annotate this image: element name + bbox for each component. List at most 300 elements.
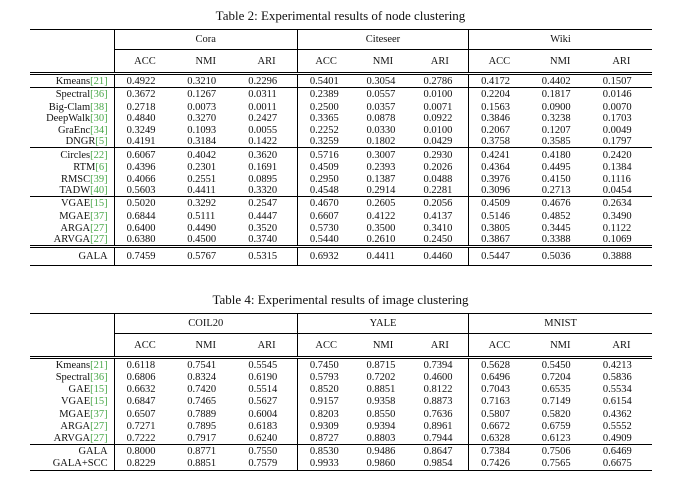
value-cell: 0.5628 <box>469 358 530 372</box>
value-cell: 0.5545 <box>236 358 297 372</box>
value-cell: 0.3490 <box>602 210 632 222</box>
value-cell: 0.2204 <box>469 88 530 102</box>
method-name: RMSC <box>60 173 91 185</box>
value-cell: 0.6400 <box>126 222 156 234</box>
value-cell: 0.1387 <box>366 173 396 185</box>
metric-header: ACC <box>315 339 337 351</box>
metric-header-row <box>30 334 652 358</box>
method-cell <box>30 88 114 102</box>
corner-cell <box>30 314 114 334</box>
value-cell: 0.4460 <box>412 246 469 265</box>
value-cell: 0.2713 <box>541 185 571 197</box>
value-cell: 0.3238 <box>541 113 571 125</box>
value-cell: 0.7202 <box>366 372 396 384</box>
value-cell: 0.9157 <box>309 396 339 408</box>
table-row <box>30 197 652 211</box>
value-cell: 0.6844 <box>126 210 156 222</box>
table-row <box>30 211 652 223</box>
corner-cell <box>30 30 114 50</box>
value-cell: 0.1703 <box>602 113 632 125</box>
value-cell: 0.0330 <box>366 124 396 136</box>
value-cell: 0.7271 <box>126 420 156 432</box>
value-cell: 0.3270 <box>187 113 217 125</box>
value-cell: 0.2551 <box>187 173 217 185</box>
method-cell <box>30 173 114 185</box>
value-cell: 0.5020 <box>114 197 175 211</box>
value-cell: 0.1691 <box>236 162 297 174</box>
table-row <box>30 445 652 458</box>
value-cell: 0.5401 <box>297 74 354 88</box>
value-cell: 0.0357 <box>366 101 396 113</box>
value-cell: 0.7550 <box>236 445 297 458</box>
method-cell <box>30 396 114 408</box>
value-cell: 0.3249 <box>126 124 156 136</box>
method-cell <box>30 197 114 211</box>
value-cell: 0.3976 <box>481 173 510 185</box>
method-cell <box>30 234 114 247</box>
value-cell: 0.3867 <box>481 233 510 245</box>
citation-link[interactable]: [15] <box>90 384 108 396</box>
value-cell: 0.7163 <box>481 396 511 408</box>
value-cell: 0.2950 <box>309 173 339 185</box>
value-cell: 0.7944 <box>412 432 469 444</box>
dataset-header: YALE <box>297 314 468 334</box>
value-cell: 0.2389 <box>297 88 354 102</box>
value-cell: 0.4241 <box>469 148 530 162</box>
method-name: TADW <box>59 185 91 197</box>
value-cell: 0.2610 <box>366 233 396 245</box>
method-name: GraEnc <box>58 124 91 136</box>
value-cell: 0.0922 <box>412 113 469 125</box>
method-name: Kmeans <box>55 75 91 87</box>
citation-link[interactable]: [34] <box>90 124 108 136</box>
metric-header: ACC <box>134 55 156 67</box>
method-name: Circles <box>60 149 91 161</box>
value-cell: 0.7506 <box>530 445 591 458</box>
value-cell: 0.4150 <box>541 173 571 185</box>
value-cell: 0.6806 <box>126 372 156 384</box>
value-cell: 0.7426 <box>469 458 530 471</box>
table-row <box>30 432 652 444</box>
method-name: VGAE <box>60 198 91 210</box>
method-name: Kmeans <box>55 359 91 371</box>
value-cell: 0.3740 <box>236 234 297 247</box>
value-cell: 0.6469 <box>591 445 652 458</box>
value-cell: 0.2547 <box>236 197 297 211</box>
table-row <box>30 162 652 174</box>
citation-link[interactable]: [39] <box>90 173 108 185</box>
value-cell: 0.2450 <box>412 234 469 247</box>
value-cell: 0.6535 <box>541 384 571 396</box>
value-cell: 0.6932 <box>297 246 354 265</box>
value-cell: 0.2427 <box>236 113 297 125</box>
method-cell <box>30 102 114 114</box>
value-cell: 0.2605 <box>354 197 411 211</box>
table-row <box>30 372 652 384</box>
table-row <box>30 408 652 420</box>
method-cell <box>30 113 114 125</box>
citation-link[interactable]: [15] <box>90 198 108 210</box>
value-cell: 0.1122 <box>602 222 632 234</box>
metric-header: NMI <box>372 339 394 351</box>
method-name: DeepWalk <box>46 113 91 125</box>
value-cell: 0.8803 <box>366 432 396 444</box>
dataset-header: COIL20 <box>114 314 297 334</box>
method-name: ARGA <box>60 420 91 432</box>
citation-link[interactable]: [21] <box>90 359 108 371</box>
value-cell: 0.1797 <box>602 136 632 148</box>
node-clustering-table <box>30 29 652 266</box>
value-cell: 0.8324 <box>187 372 217 384</box>
value-cell: 0.6328 <box>481 432 511 444</box>
table-row <box>30 396 652 408</box>
citation-link[interactable]: [27] <box>90 420 108 432</box>
value-cell: 0.3805 <box>481 222 510 234</box>
method-name: ARGA <box>60 222 91 234</box>
value-cell: 0.8550 <box>366 408 396 420</box>
citation-link[interactable]: [27] <box>90 233 108 245</box>
value-cell: 0.0454 <box>602 185 632 197</box>
method-cell <box>30 246 114 265</box>
citation-link[interactable]: [36] <box>90 89 108 101</box>
value-cell: 0.0055 <box>236 125 297 137</box>
value-cell: 0.8851 <box>175 458 236 471</box>
value-cell: 0.4137 <box>412 211 469 223</box>
value-cell: 0.3410 <box>412 222 469 234</box>
value-cell: 0.6672 <box>481 420 511 432</box>
value-cell: 0.5603 <box>126 185 156 197</box>
value-cell: 0.3846 <box>481 113 510 125</box>
value-cell: 0.5111 <box>187 210 216 222</box>
value-cell: 0.4509 <box>309 162 339 174</box>
value-cell: 0.3320 <box>236 185 297 197</box>
method-name: ARVGA <box>53 233 91 245</box>
value-cell: 0.8961 <box>412 420 469 432</box>
metric-header: ARI <box>612 339 631 351</box>
value-cell: 0.0557 <box>354 88 411 102</box>
value-cell: 0.2930 <box>412 148 469 162</box>
value-cell: 0.0488 <box>412 173 469 185</box>
value-cell: 0.1507 <box>591 74 652 88</box>
value-cell: 0.7465 <box>187 396 217 408</box>
citation-link[interactable]: [5] <box>95 136 108 148</box>
citation-link[interactable]: [22] <box>90 149 108 161</box>
method-cell <box>30 148 114 162</box>
citation-link[interactable]: [27] <box>90 222 108 234</box>
dataset-header: Citeseer <box>297 30 468 50</box>
value-cell: 0.8715 <box>354 358 411 372</box>
table-row <box>30 185 652 197</box>
value-cell: 0.9309 <box>309 420 339 432</box>
value-cell: 0.6847 <box>126 396 156 408</box>
method-cell <box>30 420 114 432</box>
method-name: DNGR <box>65 136 96 148</box>
image-clustering-table <box>30 313 652 471</box>
value-cell: 0.0100 <box>412 125 469 137</box>
metric-header: ARI <box>612 55 631 67</box>
value-cell: 0.2420 <box>591 148 652 162</box>
method-cell <box>30 162 114 174</box>
citation-link[interactable]: [37] <box>90 210 108 222</box>
metric-header: ACC <box>488 339 511 351</box>
value-cell: 0.8203 <box>309 408 339 420</box>
method-cell <box>30 222 114 234</box>
value-cell: 0.8520 <box>309 384 339 396</box>
value-cell: 0.9486 <box>354 445 411 458</box>
table-row <box>30 458 652 471</box>
value-cell: 0.3445 <box>541 222 571 234</box>
value-cell: 0.9854 <box>412 458 469 471</box>
value-cell: 0.5767 <box>175 246 236 265</box>
value-cell: 0.3096 <box>481 185 510 197</box>
value-cell: 0.4402 <box>530 74 591 88</box>
method-cell <box>30 185 114 197</box>
metric-header: NMI <box>550 55 571 67</box>
value-cell: 0.6507 <box>126 408 156 420</box>
citation-link[interactable]: [6] <box>95 162 108 174</box>
value-cell: 0.5440 <box>309 233 339 245</box>
table-row <box>30 74 652 88</box>
value-cell: 0.5146 <box>481 210 510 222</box>
value-cell: 0.7394 <box>412 358 469 372</box>
value-cell: 0.4600 <box>412 372 469 384</box>
metric-header: ARI <box>236 334 297 358</box>
table-row <box>30 113 652 125</box>
value-cell: 0.0895 <box>236 173 297 185</box>
value-cell: 0.0878 <box>366 113 396 125</box>
value-cell: 0.4191 <box>126 136 156 148</box>
value-cell: 0.4909 <box>602 432 632 444</box>
value-cell: 0.3259 <box>309 136 339 148</box>
metric-header: ACC <box>134 339 156 351</box>
method-cell <box>30 74 114 88</box>
value-cell: 0.0011 <box>236 102 297 114</box>
method-cell <box>30 432 114 444</box>
value-cell: 0.2786 <box>412 74 469 88</box>
value-cell: 0.4172 <box>469 74 530 88</box>
table-row <box>30 173 652 185</box>
value-cell: 0.4042 <box>175 148 236 162</box>
value-cell: 0.3365 <box>309 113 339 125</box>
method-name: MGAE <box>59 210 91 222</box>
method-name: Spectral <box>55 372 91 384</box>
dataset-header-row <box>30 314 652 334</box>
value-cell: 0.7149 <box>541 396 571 408</box>
table-row <box>30 358 652 372</box>
value-cell: 0.5450 <box>530 358 591 372</box>
method-cell <box>30 372 114 384</box>
value-cell: 0.5036 <box>530 246 591 265</box>
citation-link[interactable]: [30] <box>90 113 108 125</box>
value-cell: 0.7579 <box>236 458 297 471</box>
value-cell: 0.6759 <box>541 420 571 432</box>
value-cell: 0.4066 <box>126 173 156 185</box>
value-cell: 0.1116 <box>602 173 631 185</box>
value-cell: 0.3007 <box>354 148 411 162</box>
citation-link[interactable]: [21] <box>90 75 108 87</box>
metric-header: NMI <box>195 55 216 67</box>
value-cell: 0.7204 <box>541 372 571 384</box>
value-cell: 0.5627 <box>236 396 297 408</box>
value-cell: 0.4213 <box>591 358 652 372</box>
value-cell: 0.4490 <box>187 222 217 234</box>
value-cell: 0.8771 <box>175 445 236 458</box>
metric-header: NMI <box>195 339 216 351</box>
value-cell: 0.4500 <box>187 233 217 245</box>
table-row <box>30 384 652 396</box>
table-row <box>30 420 652 432</box>
metric-header: ARI <box>412 50 469 74</box>
value-cell: 0.0429 <box>412 136 469 148</box>
value-cell: 0.3054 <box>354 74 411 88</box>
value-cell: 0.2718 <box>126 101 156 113</box>
value-cell: 0.4362 <box>602 408 632 420</box>
value-cell: 0.8000 <box>114 445 175 458</box>
value-cell: 0.2301 <box>187 162 217 174</box>
table-row <box>30 246 652 265</box>
value-cell: 0.4396 <box>126 162 156 174</box>
value-cell: 0.4447 <box>236 211 297 223</box>
value-cell: 0.3520 <box>236 222 297 234</box>
value-cell: 0.7895 <box>187 420 217 432</box>
citation-link[interactable]: [38] <box>90 101 108 113</box>
value-cell: 0.4922 <box>114 74 175 88</box>
metric-header: ACC <box>488 55 511 67</box>
value-cell: 0.6240 <box>236 432 297 444</box>
value-cell: 0.1422 <box>236 136 297 148</box>
value-cell: 0.2281 <box>412 185 469 197</box>
value-cell: 0.9358 <box>366 396 396 408</box>
value-cell: 0.7384 <box>469 445 530 458</box>
value-cell: 0.7450 <box>297 358 354 372</box>
citation-link[interactable]: [37] <box>90 408 108 420</box>
value-cell: 0.6067 <box>114 148 175 162</box>
value-cell: 0.3500 <box>366 222 396 234</box>
value-cell: 0.7917 <box>187 432 217 444</box>
value-cell: 0.0071 <box>412 102 469 114</box>
value-cell: 0.8727 <box>309 432 339 444</box>
table-row <box>30 88 652 102</box>
value-cell: 0.0900 <box>541 101 571 113</box>
value-cell: 0.8647 <box>412 445 469 458</box>
value-cell: 0.7459 <box>114 246 175 265</box>
citation-link[interactable]: [36] <box>90 372 108 384</box>
metric-header-row <box>30 50 652 74</box>
value-cell: 0.6123 <box>541 432 571 444</box>
value-cell: 0.6183 <box>236 420 297 432</box>
value-cell: 0.8851 <box>366 384 396 396</box>
value-cell: 0.1817 <box>530 88 591 102</box>
metric-header: NMI <box>372 55 394 67</box>
value-cell: 0.5807 <box>481 408 511 420</box>
table-row <box>30 222 652 234</box>
value-cell: 0.3210 <box>175 74 236 88</box>
value-cell: 0.8229 <box>114 458 175 471</box>
value-cell: 0.1069 <box>602 233 632 245</box>
value-cell: 0.4840 <box>126 113 156 125</box>
value-cell: 0.6380 <box>126 233 156 245</box>
value-cell: 0.7636 <box>412 408 469 420</box>
method-cell <box>30 384 114 396</box>
value-cell: 0.3758 <box>481 136 510 148</box>
value-cell: 0.4411 <box>187 185 216 197</box>
value-cell: 0.4676 <box>530 197 591 211</box>
value-cell: 0.3620 <box>236 148 297 162</box>
table-row <box>30 148 652 162</box>
metric-header: NMI <box>550 339 571 351</box>
value-cell: 0.2296 <box>236 74 297 88</box>
value-cell: 0.0146 <box>591 88 652 102</box>
value-cell: 0.7541 <box>175 358 236 372</box>
method-name: Big-Clam <box>48 101 91 113</box>
value-cell: 0.9933 <box>297 458 354 471</box>
method-name: GALA <box>78 445 108 457</box>
value-cell: 0.5716 <box>297 148 354 162</box>
value-cell: 0.1093 <box>187 124 217 136</box>
corner-cell <box>30 50 114 74</box>
value-cell: 0.9394 <box>366 420 396 432</box>
value-cell: 0.6118 <box>114 358 175 372</box>
value-cell: 0.9860 <box>354 458 411 471</box>
value-cell: 0.2026 <box>412 162 469 174</box>
value-cell: 0.1563 <box>481 101 510 113</box>
value-cell: 0.0100 <box>412 88 469 102</box>
method-name: ARVGA <box>53 432 91 444</box>
value-cell: 0.2914 <box>366 185 396 197</box>
citation-link[interactable]: [27] <box>90 432 108 444</box>
value-cell: 0.8530 <box>297 445 354 458</box>
value-cell: 0.8122 <box>412 384 469 396</box>
value-cell: 0.4509 <box>469 197 530 211</box>
table4-caption: Table 4: Experimental results of image clustering <box>212 292 469 307</box>
value-cell: 0.4548 <box>309 185 339 197</box>
value-cell: 0.4364 <box>481 162 510 174</box>
value-cell: 0.0311 <box>236 88 297 102</box>
value-cell: 0.5514 <box>236 384 297 396</box>
value-cell: 0.5793 <box>309 372 339 384</box>
table-row <box>30 125 652 137</box>
dataset-header: Wiki <box>469 30 652 50</box>
value-cell: 0.6496 <box>481 372 511 384</box>
metric-header: ARI <box>412 334 469 358</box>
table2-caption: Table 2: Experimental results of node clustering <box>215 8 466 23</box>
value-cell: 0.7420 <box>187 384 217 396</box>
dataset-header: MNIST <box>469 314 652 334</box>
value-cell: 0.7889 <box>187 408 217 420</box>
method-name: GALA <box>78 250 108 262</box>
value-cell: 0.6675 <box>591 458 652 471</box>
citation-link[interactable]: [15] <box>90 396 108 408</box>
value-cell: 0.3585 <box>541 136 571 148</box>
value-cell: 0.2500 <box>309 101 339 113</box>
value-cell: 0.0073 <box>187 101 217 113</box>
value-cell: 0.2393 <box>366 162 396 174</box>
value-cell: 0.5315 <box>236 246 297 265</box>
value-cell: 0.3888 <box>591 246 652 265</box>
value-cell: 0.7222 <box>126 432 156 444</box>
value-cell: 0.4670 <box>297 197 354 211</box>
method-cell <box>30 136 114 148</box>
value-cell: 0.4411 <box>354 246 411 265</box>
citation-link[interactable]: [40] <box>90 185 108 197</box>
table-row <box>30 234 652 247</box>
method-cell <box>30 408 114 420</box>
value-cell: 0.7565 <box>530 458 591 471</box>
value-cell: 0.3184 <box>187 136 217 148</box>
value-cell: 0.0049 <box>602 124 632 136</box>
value-cell: 0.6607 <box>309 210 339 222</box>
value-cell: 0.1384 <box>602 162 632 174</box>
